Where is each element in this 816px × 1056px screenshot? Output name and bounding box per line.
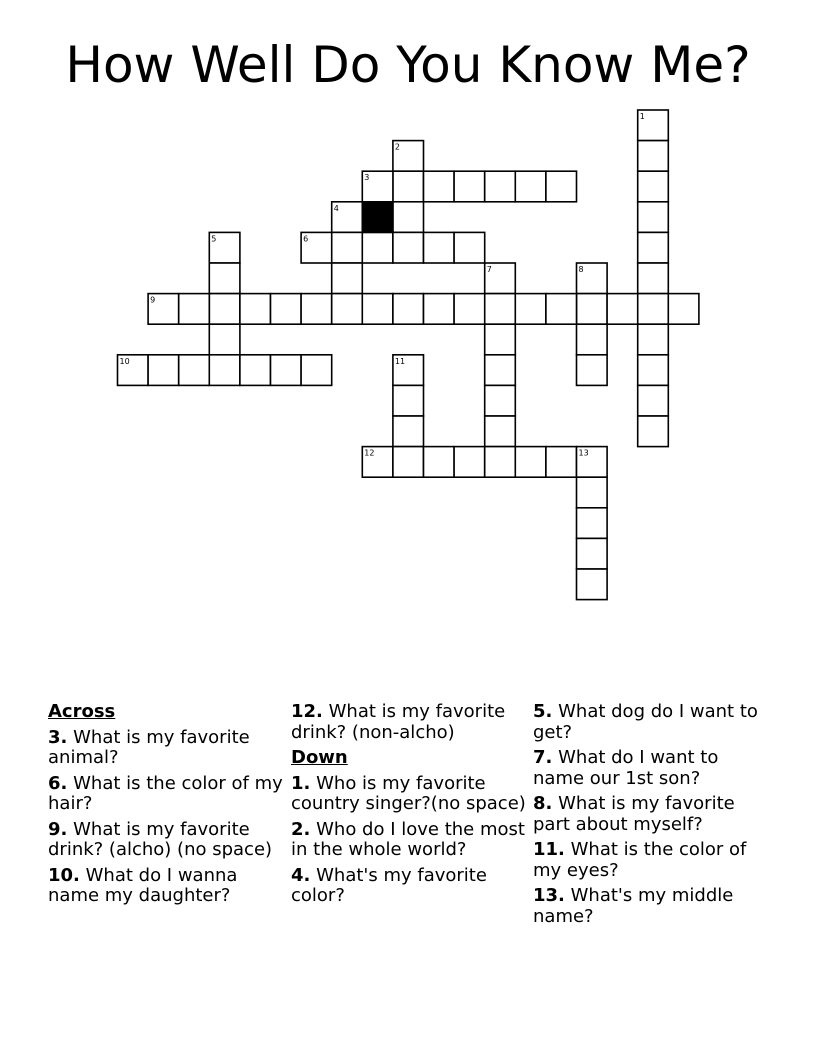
clue-text: What is my favorite part about myself?	[533, 793, 735, 835]
grid-cell[interactable]	[638, 141, 669, 172]
cell-number: 4	[333, 203, 339, 213]
grid-cell[interactable]	[209, 324, 240, 355]
grid-cell[interactable]	[179, 355, 210, 386]
grid-cell[interactable]	[638, 202, 669, 233]
across-heading: Across	[48, 701, 116, 722]
clue-text: What is my favorite animal?	[48, 726, 250, 768]
clue-text: What's my favorite color?	[291, 864, 487, 906]
cell-number: 7	[486, 265, 492, 274]
clue-number: 4.	[291, 864, 311, 886]
grid-cell[interactable]	[485, 294, 516, 325]
grid-cell[interactable]	[638, 355, 669, 386]
grid-cell[interactable]	[454, 232, 485, 263]
grid-cell[interactable]	[179, 294, 210, 325]
clue-number: 5.	[533, 701, 553, 722]
clue-down-11	[533, 840, 771, 881]
clue-number: 12.	[291, 701, 323, 722]
black-square	[362, 202, 393, 233]
clue-across-10	[48, 866, 286, 907]
clues-column-1	[48, 702, 286, 912]
grid-cell[interactable]	[638, 294, 669, 325]
clues-column-2	[291, 702, 529, 912]
clue-number: 11.	[533, 839, 565, 860]
grid-cell[interactable]	[546, 171, 577, 202]
cell-number: 13	[578, 448, 589, 458]
grid-cell[interactable]	[424, 232, 455, 263]
page-title: How Well Do You Know Me?	[65, 36, 751, 94]
cell-number: 3	[364, 173, 370, 183]
grid-cell[interactable]	[638, 263, 669, 294]
grid-cell[interactable]	[332, 294, 363, 325]
clue-number: 6.	[48, 772, 68, 794]
grid-cell[interactable]	[577, 294, 608, 325]
cell-number: 5	[211, 234, 217, 244]
cell-number: 6	[303, 234, 309, 244]
clue-text: What is the color of my eyes?	[533, 839, 747, 881]
grid-cell[interactable]	[454, 171, 485, 202]
clue-text: What do I want to name our 1st son?	[533, 747, 719, 789]
cell-number: 11	[394, 356, 406, 366]
grid-cell[interactable]	[638, 324, 669, 355]
cell-number: 9	[150, 295, 156, 305]
clue-number: 8.	[533, 793, 553, 814]
grid-cell[interactable]	[301, 294, 332, 325]
grid-cell[interactable]	[424, 171, 455, 202]
grid-cell[interactable]	[638, 416, 669, 447]
clue-down-13	[533, 886, 771, 927]
grid-cell[interactable]	[546, 447, 577, 478]
clue-down-4	[291, 866, 529, 907]
grid-cell[interactable]	[577, 324, 608, 355]
grid-cell[interactable]	[638, 232, 669, 263]
grid-cell[interactable]	[454, 447, 485, 478]
clue-number: 13.	[533, 885, 565, 906]
grid-cell[interactable]	[515, 294, 546, 325]
clue-down-8	[533, 794, 771, 835]
clues-column-3	[533, 702, 771, 932]
clue-number: 7.	[533, 747, 553, 768]
cell-number: 12	[364, 448, 375, 458]
clue-across-12	[291, 702, 529, 743]
grid-cell[interactable]	[393, 171, 424, 202]
cell-number: 1	[639, 112, 645, 121]
clue-text: Who is my favorite country singer?(no space)	[291, 772, 526, 814]
grid-cell[interactable]	[393, 447, 424, 478]
clue-text: What is my favorite drink? (non-alcho)	[291, 701, 506, 743]
clue-number: 3.	[48, 726, 68, 748]
clue-across-9	[48, 820, 286, 861]
grid-cell[interactable]	[362, 294, 393, 325]
grid-cell[interactable]	[393, 202, 424, 233]
clue-text: What dog do I want to get?	[533, 701, 758, 743]
grid-cell[interactable]	[515, 447, 546, 478]
grid-cell[interactable]	[577, 569, 608, 600]
grid-cell[interactable]	[577, 477, 608, 508]
grid-cell[interactable]	[393, 416, 424, 447]
clue-down-7	[533, 748, 771, 789]
grid-cell[interactable]	[424, 294, 455, 325]
clue-text: What is my favorite drink? (alcho) (no space)	[48, 818, 273, 860]
grid-cell[interactable]	[577, 538, 608, 569]
grid-cell[interactable]	[638, 385, 669, 416]
grid-cell[interactable]	[485, 447, 516, 478]
clue-down-5	[533, 702, 771, 743]
grid-cell[interactable]	[546, 294, 577, 325]
grid-cell[interactable]	[485, 324, 516, 355]
grid-cell[interactable]	[271, 294, 302, 325]
grid-cell[interactable]	[332, 263, 363, 294]
clue-text: What's my middle name?	[533, 885, 734, 927]
grid-cell[interactable]	[393, 232, 424, 263]
clue-across-6	[48, 774, 286, 815]
down-heading: Down	[291, 747, 348, 768]
clue-text: What do I wanna name my daughter?	[48, 864, 238, 906]
grid-cell[interactable]	[209, 263, 240, 294]
grid-cell[interactable]	[515, 171, 546, 202]
grid-cell[interactable]	[485, 355, 516, 386]
grid-cell[interactable]	[454, 294, 485, 325]
grid-cell[interactable]	[638, 171, 669, 202]
clue-text: What is the color of my hair?	[48, 772, 283, 814]
clue-number: 2.	[291, 818, 311, 840]
cell-number: 2	[394, 142, 400, 152]
grid-cell[interactable]	[577, 355, 608, 386]
grid-cell[interactable]	[240, 294, 271, 325]
grid-cell[interactable]	[393, 385, 424, 416]
grid-cell[interactable]	[148, 355, 179, 386]
grid-cell[interactable]	[209, 355, 240, 386]
cell-number: 8	[578, 265, 584, 274]
clue-down-1	[291, 774, 529, 815]
grid-cell[interactable]	[240, 355, 271, 386]
grid-cell[interactable]	[485, 416, 516, 447]
cell-number: 10	[119, 356, 130, 366]
grid-cell[interactable]	[301, 355, 332, 386]
grid-cell[interactable]	[485, 385, 516, 416]
clue-number: 1.	[291, 772, 311, 794]
clue-number: 10.	[48, 864, 80, 886]
clue-number: 9.	[48, 818, 68, 840]
grid-cell[interactable]	[607, 294, 638, 325]
grid-cell[interactable]	[332, 232, 363, 263]
clue-text: Who do I love the most in the whole world?	[291, 818, 525, 860]
grid-cell[interactable]	[668, 294, 699, 325]
grid-cell[interactable]	[485, 171, 516, 202]
grid-cell[interactable]	[393, 294, 424, 325]
grid-cell[interactable]	[271, 355, 302, 386]
grid-cell[interactable]	[424, 447, 455, 478]
grid-cell[interactable]	[577, 508, 608, 539]
grid-cell[interactable]	[362, 232, 393, 263]
grid-cell[interactable]	[209, 294, 240, 325]
clue-across-3	[48, 728, 286, 769]
clue-down-2	[291, 820, 529, 861]
